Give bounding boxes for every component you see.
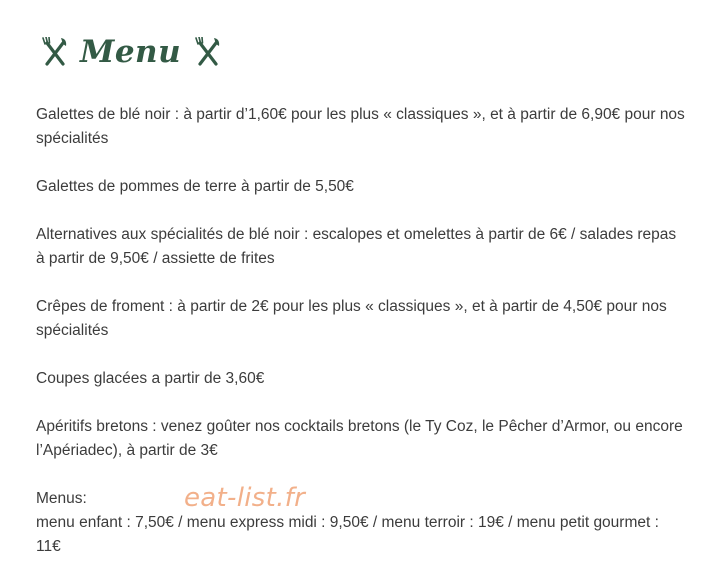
menus-text: menu enfant : 7,50€ / menu express midi : 9,50€ / menu terroir : 19€ / menu petit gourmet : 11€ [36, 514, 659, 555]
menus-label: Menus: [36, 490, 87, 507]
menus-section [36, 487, 686, 559]
watermark: eat-list.fr [184, 483, 306, 513]
menu-content [36, 103, 686, 559]
menu-item-alternatives: Alternatives aux spécialités de blé noir : escalopes et omelettes à partir de 6€ / salades repas à partir de 9,50€ / assiette de frites [36, 226, 677, 267]
menu-header [42, 30, 221, 74]
menu-item-coupes-glacees: Coupes glacées a partir de 3,60€ [36, 370, 265, 387]
fork-knife-icon [42, 37, 68, 67]
fork-knife-icon [195, 37, 221, 67]
menu-item-galettes-pommes-de-terre: Galettes de pommes de terre à partir de 5,50€ [36, 178, 354, 195]
page-title: Menu [80, 34, 182, 70]
menu-item-crepes-froment: Crêpes de froment : à partir de 2€ pour les plus « classiques », et à partir de 4,50€ pour nos spécialités [36, 298, 667, 339]
menu-item-galettes-ble-noir: Galettes de blé noir : à partir d’1,60€ pour les plus « classiques », et à partir de 6,90€ pour nos spécialités [36, 106, 685, 147]
menu-item-aperitifs-bretons: Apéritifs bretons : venez goûter nos cocktails bretons (le Ty Coz, le Pêcher d’Armor, ou encore l’Apériadec), à partir de 3€ [36, 418, 683, 459]
